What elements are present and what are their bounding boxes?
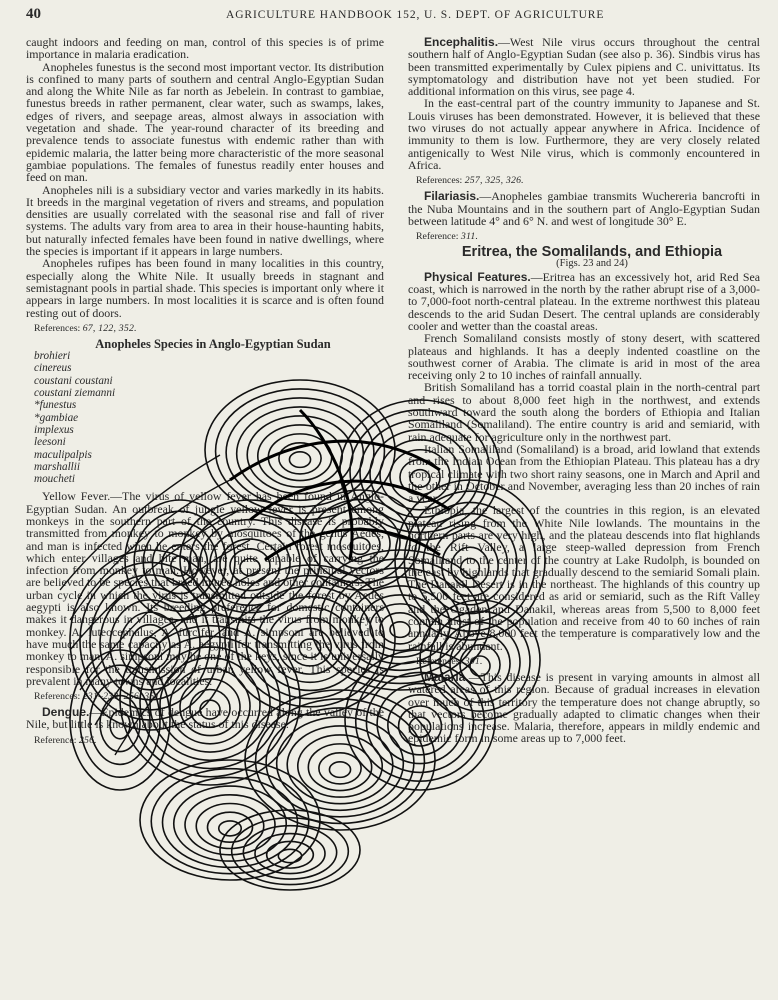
paragraph: Anopheles rufipes has been found in many localities in this country, especially along the White Nile. It usually breeds in stagnant and semistagnant pools in partial shade. This species is important only where it appears in large numbers. In most localities it is scarce and is often found resting out of doors. bbox=[26, 256, 384, 320]
references: References: 67, 122, 352. bbox=[34, 322, 137, 334]
ink-loop bbox=[308, 744, 371, 791]
encephalitis-heading: Encephalitis. bbox=[424, 35, 499, 49]
paragraph: Anopheles funestus is the second most important vector. Its distribution is confined to many parts of southern and central Anglo-Egyptian Sudan and along the White Nile as far north as Jebelein. In contrast to gambiae, funestus breeds in rather permanent, clear water, such as swamps, lakes, edges of rivers, and seepage areas, almost always in association with vegetation and shade. The year-round character of its breeding and prevalence tends to associate funestus with endemic rather than with epidemic malaria, the latter being more characteristic of the more seasonal gambiae populations. The females of funestus readily enter houses and feed on man. bbox=[26, 59, 384, 185]
ink-loop bbox=[255, 834, 325, 874]
ink-loop bbox=[329, 762, 350, 778]
paragraph: Physical Features.—Eritrea has an excessively hot, arid Red Sea coast, which is narrowed in the north by the rather abrupt rise of a 3,000- to 7,000-foot north-central plateau. In the extreme northwest this plateau descends to the arid Sudan Desert. The central uplands are considerably cooler and wetter than the coastal areas. bbox=[408, 269, 761, 333]
physical-features-heading: Physical Features. bbox=[424, 269, 531, 284]
paragraph: caught indoors and feeding on man, control of this species is of prime importance in malaria eradication. bbox=[26, 35, 384, 62]
species-item: coustani ziemanni bbox=[34, 387, 116, 400]
ink-loop bbox=[185, 795, 275, 855]
species-item: brohieri bbox=[34, 350, 71, 363]
ink-loop bbox=[243, 826, 336, 879]
ink-loop bbox=[220, 810, 360, 890]
running-title: AGRICULTURE HANDBOOK 152, U. S. DEPT. OF AGRICULTURE bbox=[226, 9, 605, 21]
paragraph: Anopheles nili is a subsidiary vector and varies markedly in its habits. It breeds in the marginal vegetation of rivers and streams, and population densities are usually correlated with the seasonal rise and fall of river systems. The adults vary from area to area in their house-haunting habits, but naturally infected females have been found in native dwellings, where the species is important if it appears in large numbers. bbox=[26, 182, 384, 259]
paragraph: Filariasis.—Anopheles gambiae transmits Wuchereria bancrofti in the Nuba Mountains and in the southern part of Anglo-Egyptian Sudan between latitude 4° and 6° N. and west of longitude 30° E. bbox=[408, 189, 760, 228]
ink-loop bbox=[319, 753, 361, 784]
species-item: marshallii bbox=[34, 460, 81, 473]
ink-loop bbox=[140, 760, 320, 880]
species-list bbox=[26, 350, 384, 485]
species-item: *gambiae bbox=[34, 411, 79, 424]
paragraph: Ethiopia, the largest of the countries in this region, is an elevated plateau rising from the White Nile lowlands. The mountains in the northern parts are very high, and the plateau descends into flat highlands to the Rift Valley, a large steep-walled depression from French Somaliland to the center of the country at Lake Rudolph, is bounded on the east by highlands that gradually descend to the semiarid Somali plain. The Danakil Desert is in the northeast. The highlands of this country up to 5,500 feet are considered as arid or semiarid, such as the Rift Valley and the Ogaden and Danakil, whereas areas from 5,500 to 8,000 feet contain most of the population and receive from 40 to 60 inches of rain annually. Above 8,000 feet the temperature is comparatively low and the rainfall is abundant. bbox=[408, 503, 760, 653]
page-number: 40 bbox=[26, 6, 41, 22]
figure-reference: (Figs. 23 and 24) bbox=[556, 258, 628, 270]
paragraph: Encephalitis.—West Nile virus occurs throughout the central southern half of Anglo-Egyptian Sudan (see also p. 36). Sindbis virus has been transmitted experimentally by Culex pipiens and C. univittatus. Its symptomatology and distribution have not yet been studied. For additional information on this virus, see page 4. bbox=[408, 35, 760, 99]
page-header bbox=[0, 6, 778, 26]
ink-loop bbox=[219, 821, 242, 836]
right-column bbox=[408, 36, 760, 745]
paragraph: Italian Somaliland (Somaliland) is a broad, arid lowland that extends from the Indian Ocean from the Ethiopian Plateau. This plateau has a dry tropical climate with two short rainy seasons, one in March and April and the other in October and November, averaging less than 20 inches of rain a year. bbox=[408, 441, 760, 506]
ink-loop bbox=[232, 818, 349, 885]
paragraph: In the east-central part of the country immunity to Japanese and St. Louis viruses has been demonstrated. However, it is believed that these two viruses do not actually appear anywhere in Africa. Incidence of immunity to them is low. Furthermore, they are very closely related antigenically to West Nile virus, which is commonly encountered in Africa. bbox=[408, 96, 760, 172]
references: Reference: 311. bbox=[416, 231, 479, 243]
paragraph: Dengue.—Epidemics of dengue have occurred along the valley of the Nile, but little is known about the status of this disease. bbox=[26, 705, 384, 732]
ink-loop bbox=[163, 777, 298, 867]
species-item: *funestus bbox=[34, 399, 77, 412]
ink-loop bbox=[208, 812, 253, 842]
ink-loop bbox=[151, 769, 309, 874]
dengue-heading: Dengue. bbox=[42, 705, 90, 720]
ink-loop bbox=[196, 804, 264, 849]
species-item: maculipalpis bbox=[34, 448, 92, 461]
paragraph: Malaria.—This disease is present in varying amounts in almost all watered areas of this region. Because of gradual increases in elevation over much of this territory the temperature does not change abruptly, so that vectors become gradually adapted to climatic changes when their populations increase. Malaria, therefore, appears in mildly endemic and epidemic form in some areas up to 7,000 feet. bbox=[408, 669, 760, 746]
ink-loop bbox=[390, 622, 410, 638]
references: References: 257, 325, 326. bbox=[416, 175, 524, 187]
malaria-heading: Malaria. bbox=[424, 669, 469, 684]
paragraph: Yellow Fever.—The virus of yellow fever has been found in Anglo-Egyptian Sudan. An outbreak of jungle yellow fever is present among monkeys in the southern part of the country. This disease is probably transmitted from monkey to monkey by mosquitoes of the genus Aedes, and man is infected when he enters the forest. Certain forest mosquitoes, which enter villages and bite man, are quite capable of carrying the infection from monkey to man. However, at present the principal vectors are believed to be species that breed in tree holes and other containers. The urban cycle in which the virus is transmitted outside the forest by Aedes aegypti is also known. Its breeding preference for domestic containers makes it dangerous in villages, and it transmits the virus from monkey to monkey. A. luteocephalus, A. furcifer, and A. simpsoni are believed to have much the same capacity as A. aegypti for transmitting the virus from monkey to man. A. simpsoni may be one of the keys, since it is universally responsible for the transmission of urban yellow fever. This species is prevalent in many towns and localities. bbox=[26, 489, 384, 688]
species-item: coustani coustani bbox=[34, 374, 113, 387]
paragraph: French Somaliland consists mostly of stony desert, with scattered plateaus and highlands. It has a deeply indented coastline on the southwest corner of Arabia. The climate is arid in most of the area receiving only 2 to 10 inches of rainfall annually. bbox=[408, 331, 760, 383]
section-title: Eritrea, the Somalilands, and Ethiopia bbox=[461, 244, 723, 261]
paragraph: British Somaliland has a torrid coastal plain in the north-central part and rises to about 8,000 feet high in the northwest, and extends southward toward the south along the borders of Ethiopia and Italian Somaliland (Somaliland). The entire country is arid and semiarid, with rain adequate for agriculture only in the northwest part. bbox=[408, 380, 760, 444]
species-item: implexus bbox=[34, 423, 74, 436]
left-column bbox=[26, 36, 384, 750]
species-item: cinereus bbox=[34, 362, 72, 375]
references: References: 231–233, 256, 351. bbox=[34, 691, 163, 703]
ink-loop bbox=[267, 841, 314, 868]
species-table-title: Anopheles Species in Anglo-Egyptian Sudan bbox=[95, 336, 331, 351]
species-item: moucheti bbox=[34, 473, 76, 486]
references: Reference: 256. bbox=[34, 734, 97, 746]
filariasis-heading: Filariasis. bbox=[424, 189, 480, 204]
references: References: 301. bbox=[416, 655, 483, 667]
species-item: leesoni bbox=[34, 436, 66, 449]
ink-loop bbox=[174, 786, 287, 861]
ink-loop bbox=[278, 849, 301, 862]
